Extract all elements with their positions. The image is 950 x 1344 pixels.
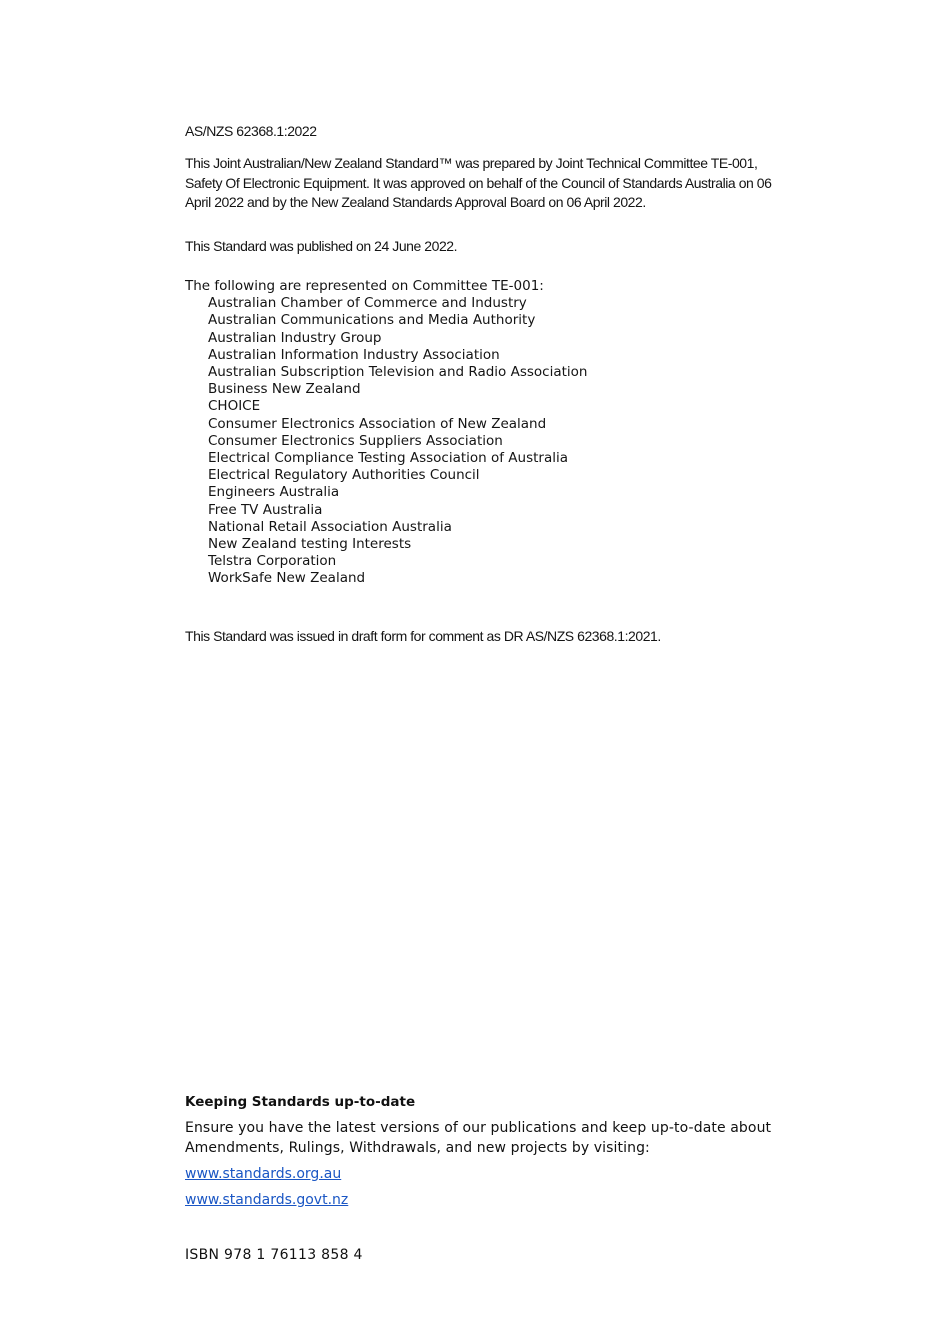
committee-member: Free TV Australia (208, 501, 323, 518)
committee-member: Australian Communications and Media Authority (208, 312, 536, 329)
standards-nz-link[interactable]: www.standards.govt.nz (185, 1192, 349, 1208)
committee-section (185, 278, 785, 588)
committee-member: Consumer Electronics Association of New Zealand (208, 415, 547, 432)
keeping-text: Ensure you have the latest versions of our publications and keep up-to-date about Amendments, Rulings, Withdrawals, and new projects by visiting: (185, 1120, 772, 1156)
committee-member: New Zealand testing Interests (208, 536, 412, 553)
committee-member: Australian Information Industry Association (208, 346, 500, 363)
keeping-heading: Keeping Standards up-to-date (185, 1094, 416, 1110)
committee-member: Electrical Compliance Testing Association of Australia (208, 450, 569, 467)
committee-member: Consumer Electronics Suppliers Association (208, 432, 503, 449)
preparation-paragraph: This Joint Australian/New Zealand Standard™ was prepared by Joint Technical Committee TE-001, Safety Of Electronic Equipment. It was approved on behalf of the Council of Standards Australia on 06 April 2022 and by the New Zealand Standards Approval Board on 06 April 2022. (185, 155, 772, 210)
publication-date-note: This Standard was published on 24 June 2022. (185, 238, 458, 254)
committee-member: Telstra Corporation (208, 553, 337, 570)
isbn: ISBN 978 1 76113 858 4 (185, 1247, 363, 1263)
committee-member: Engineers Australia (208, 484, 340, 501)
committee-member: Electrical Regulatory Authorities Council (208, 467, 480, 484)
committee-member: Australian Industry Group (208, 329, 382, 346)
committee-member-list (185, 295, 785, 587)
committee-heading: The following are represented on Committee TE-001: (185, 278, 544, 294)
link-line-au (185, 1164, 785, 1184)
draft-note: This Standard was issued in draft form for comment as DR AS/NZS 62368.1:2021. (185, 628, 661, 644)
committee-member: WorkSafe New Zealand (208, 570, 366, 587)
standards-australia-link[interactable]: www.standards.org.au (185, 1166, 342, 1182)
committee-member: National Retail Association Australia (208, 518, 452, 535)
committee-member: Australian Chamber of Commerce and Industry (208, 295, 527, 312)
keeping-up-to-date-section (185, 1093, 785, 1210)
document-id: AS/NZS 62368.1:2022 (185, 123, 317, 139)
committee-member: CHOICE (208, 398, 261, 415)
committee-member: Business New Zealand (208, 381, 361, 398)
committee-member: Australian Subscription Television and Radio Association (208, 364, 588, 381)
link-line-nz (185, 1190, 785, 1210)
